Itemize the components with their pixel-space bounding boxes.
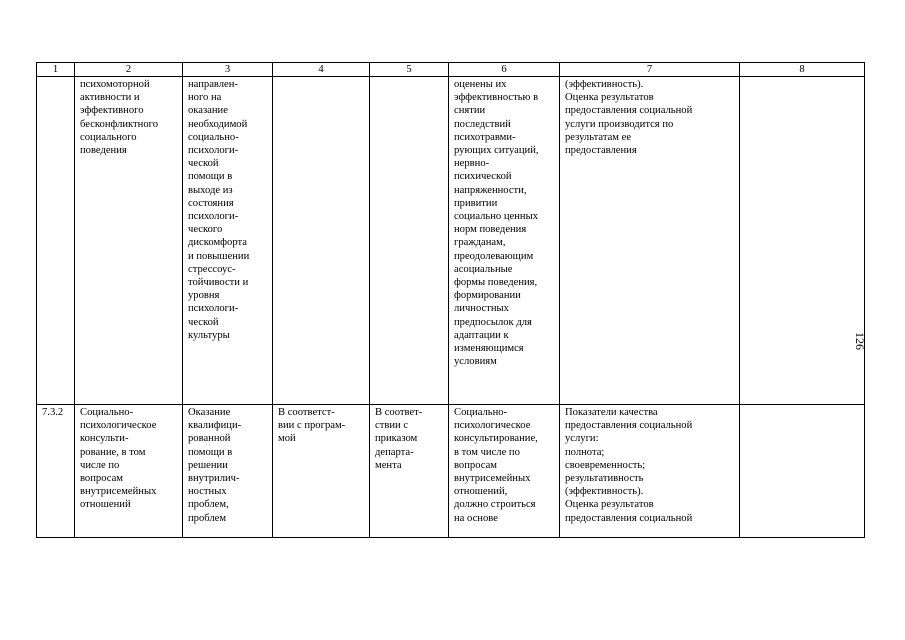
page-number: 126 [853,332,867,350]
terms-cell [273,77,370,405]
row-number-cell: 7.3.2 [37,405,75,538]
notes-cell [740,405,865,538]
service-name-cell: Социально- психологическое консульти- рование, в том числе по вопросам внутрисемейных отношений [75,405,183,538]
header-cell: 6 [449,63,560,77]
quality-standard-cell: оценены их эффективностью в снятии последствий психотравми- рующих ситуаций, нервно- психической напряженности, привитии социально ценных норм поведения гражданам, преодолевающим асоциальные формы поведения, формировании личностных предпосылок для адаптации к изменяющимся условиям [449,77,560,405]
header-cell: 7 [560,63,740,77]
tariff-cell [370,77,449,405]
service-description-cell: Оказание квалифици- рованной помощи в решении внутрилич- ностных проблем, проблем [183,405,273,538]
service-name-cell: психомоторной активности и эффективного бесконфликтного социального поведения [75,77,183,405]
service-description-cell: направлен- ного на оказание необходимой социально- психологи- ческой помощи в выходе из состояния психологи- ческого дискомфорта и повышении стрессоус- тойчивости и уровня психологи- ческой культуры [183,77,273,405]
header-cell: 1 [37,63,75,77]
header-cell: 2 [75,63,183,77]
table-row [37,77,865,405]
header-cell: 4 [273,63,370,77]
header-cell: 5 [370,63,449,77]
services-table [36,62,865,538]
quality-indicators-cell: (эффективность). Оценка результатов предоставления социальной услуги производится по результатам ее предоставления [560,77,740,405]
quality-indicators-cell: Показатели качества предоставления социальной услуги: полнота; своевременность; результативность (эффективность). Оценка результатов предоставления социальной [560,405,740,538]
notes-cell [740,77,865,405]
header-cell: 8 [740,63,865,77]
quality-standard-cell: Социально- психологическое консультирование, в том числе по вопросам внутрисемейных отношений, должно строиться на основе [449,405,560,538]
header-row [37,63,865,77]
table-row [37,405,865,538]
terms-cell: В соответст- вии с програм- мой [273,405,370,538]
header-cell: 3 [183,63,273,77]
tariff-cell: В соответ- ствии с приказом дeпарта- мента [370,405,449,538]
row-number-cell [37,77,75,405]
